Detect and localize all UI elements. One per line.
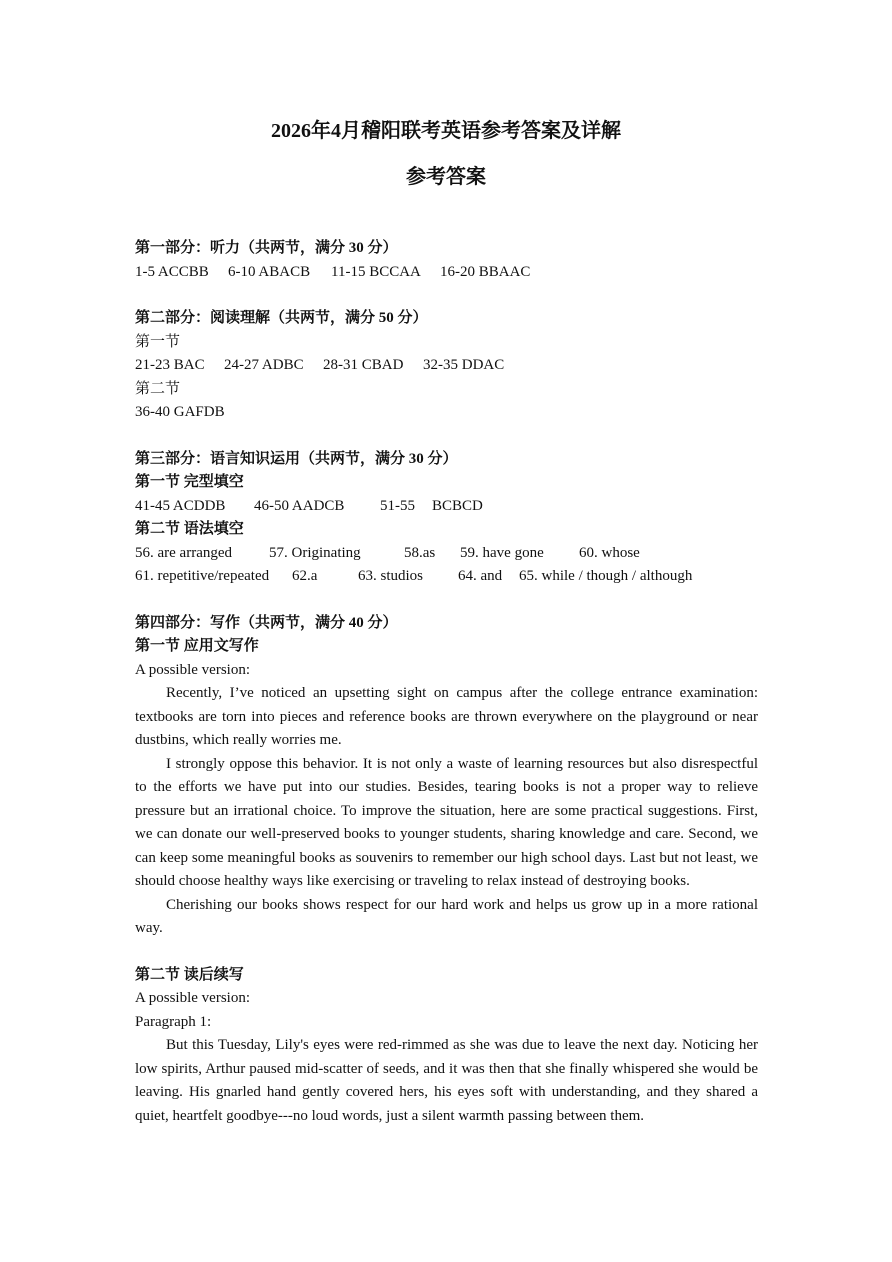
part1-heading: 第一部分：听力（共两节，满分 30 分） bbox=[135, 240, 398, 256]
part1-answers bbox=[135, 261, 758, 285]
essay-paragraph: Cherishing our books shows respect for our hard work and helps us grow up in a more rational way. bbox=[135, 896, 758, 936]
part2-section1: 第一节 bbox=[135, 333, 181, 350]
page-subtitle: 参考答案 bbox=[406, 166, 486, 188]
answer-group: 1-5 ACCBB bbox=[135, 263, 209, 280]
answer-group: 28-31 CBAD bbox=[323, 357, 404, 373]
answer-group: 21-23 BAC bbox=[135, 357, 205, 373]
part2-answers2: 36-40 GAFDB bbox=[135, 404, 225, 420]
answer-item: 63. studios bbox=[358, 568, 424, 584]
part3-row2 bbox=[135, 565, 758, 589]
answer-item: 62.a bbox=[292, 568, 318, 584]
page-title: 2026年4月稽阳联考英语参考答案及详解 bbox=[271, 120, 621, 142]
part4-section1: 第一节 应用文写作 bbox=[135, 638, 259, 654]
essay-paragraph: Recently, I’ve noticed an upsetting sight on campus after the college entrance examination: textbooks are torn into pieces and reference books are thrown everywhere on the playground or near dustbins, which really worries me. bbox=[135, 685, 758, 748]
essay-paragraph: I strongly oppose this behavior. It is not only a waste of learning resources but also disrespectful to the efforts we have put into our studies. Besides, tearing books is not a proper way to relieve pressure but an irrational choice. To improve the situation, here are some practical suggestions. First, we can donate our well-preserved books to younger students, sharing knowledge and care. Second, we can keep some meaningful books as souvenirs to remember our high school days. Last but not least, we should choose healthy ways like exercising or traveling to relax instead of destroying books. bbox=[135, 755, 758, 889]
answer-item: 61. repetitive/repeated bbox=[135, 568, 270, 584]
answer-group: 51-55 bbox=[380, 497, 415, 514]
part2-heading: 第二部分：阅读理解（共两节，满分 50 分） bbox=[135, 310, 428, 326]
answer-item: 64. and bbox=[458, 568, 503, 584]
part3-heading: 第三部分：语言知识运用（共两节，满分 30 分） bbox=[135, 450, 458, 467]
part3-section2: 第二节 语法填空 bbox=[135, 521, 244, 537]
part2-answers1 bbox=[135, 354, 758, 378]
part3-section1: 第一节 完型填空 bbox=[135, 474, 244, 490]
part2-section2: 第二节 bbox=[135, 380, 181, 397]
part4-heading: 第四部分：写作（共两节，满分 40 分） bbox=[135, 614, 398, 631]
answer-item: 58.as bbox=[404, 544, 436, 561]
part3-answers1 bbox=[135, 495, 758, 519]
story-paragraph: But this Tuesday, Lily's eyes were red-rimmed as she was due to leave the next day. Noticing her low spirits, Arthur paused mid-scatter of seeds, and it was then that she finally whispered she would be leaving. His gnarled hand gently covered hers, his eyes soft with understanding, and they shared a quiet, heartfelt goodbye---no loud words, just a silent warmth passing between them. bbox=[135, 1037, 758, 1124]
answer-group: 46-50 AADCB bbox=[254, 497, 345, 514]
possible-version-label: A possible version: bbox=[135, 990, 250, 1006]
answer-group: 11-15 BCCAA bbox=[331, 263, 421, 280]
answer-group: 41-45 ACDDB bbox=[135, 497, 226, 514]
paragraph-label: Paragraph 1: bbox=[135, 1013, 212, 1030]
answer-item: 57. Originating bbox=[269, 544, 361, 561]
possible-version-label: A possible version: bbox=[135, 661, 250, 678]
part3-row1 bbox=[135, 542, 758, 566]
answer-content bbox=[135, 237, 758, 1128]
answer-item: 65. while / though / although bbox=[519, 568, 693, 584]
answer-group: 32-35 DDAC bbox=[423, 357, 505, 373]
answer-group: 6-10 ABACB bbox=[228, 263, 311, 280]
answer-group: 16-20 BBAAC bbox=[440, 263, 531, 280]
answer-item: 56. are arranged bbox=[135, 544, 233, 561]
part4-section2: 第二节 读后续写 bbox=[135, 966, 244, 983]
answer-group: 24-27 ADBC bbox=[224, 357, 304, 373]
answer-item: 60. whose bbox=[579, 544, 640, 561]
answer-group: BCBCD bbox=[432, 497, 483, 514]
answer-item: 59. have gone bbox=[460, 544, 544, 561]
